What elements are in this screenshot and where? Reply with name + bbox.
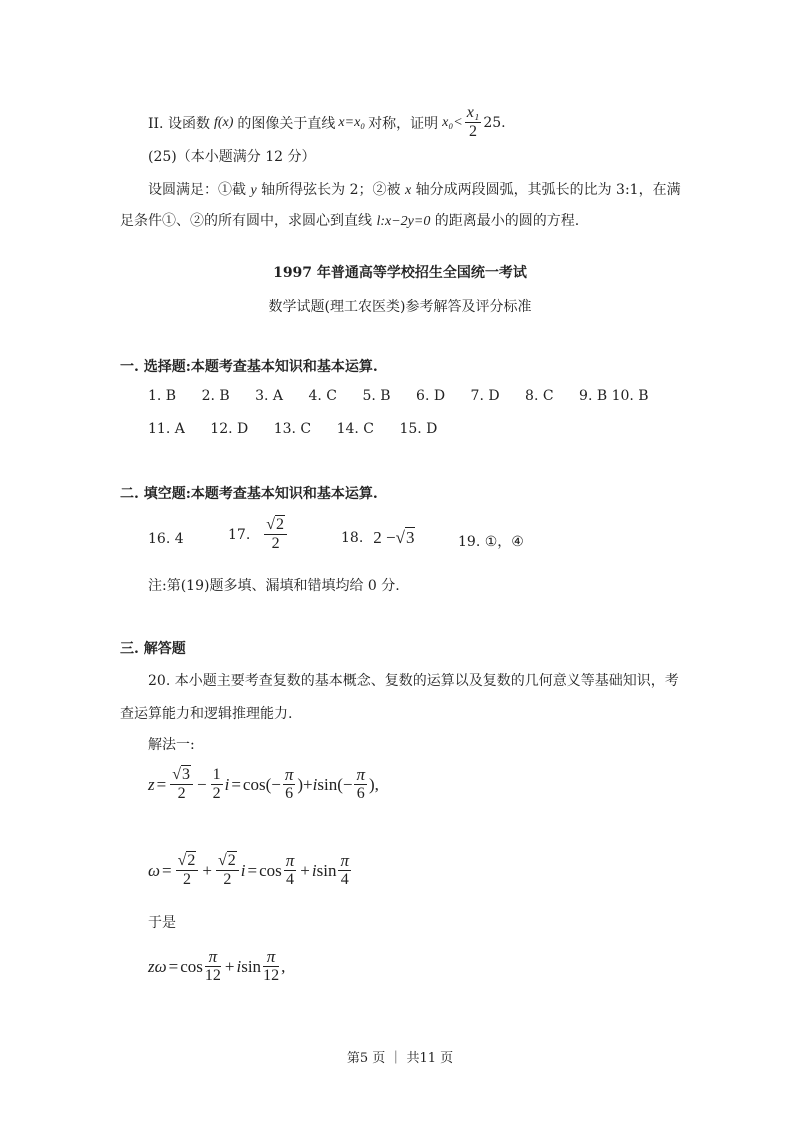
q25-l2-b: 的距离最小的圆的方程.	[434, 213, 580, 229]
part-ii-mid2: 对称，证明	[368, 115, 439, 132]
eq3-i: i	[236, 956, 242, 976]
q25-l1-y: y	[250, 183, 257, 198]
eq2-i2: i	[311, 860, 317, 880]
answer-17-fraction	[264, 516, 287, 553]
answer-4: 4. C	[308, 388, 338, 404]
answer-18	[341, 528, 415, 548]
eq2-plus-2: +	[300, 860, 310, 880]
q25-l1-b: 轴所得弦长为 2；②被	[261, 182, 401, 198]
q25-l2-eq: :x−2y=0	[380, 214, 431, 229]
q25-l2-l: l	[376, 214, 381, 229]
eq1-i2: i	[312, 774, 318, 794]
page-footer: 第5 页 ｜ 共11 页	[346, 1051, 454, 1066]
eq2-frac-pi4-b	[338, 852, 351, 889]
answer-18-sqrt: √3	[395, 528, 415, 547]
answer-11: 11. A	[148, 421, 185, 437]
eq2-cos: cos	[259, 860, 282, 880]
q25-l1-a: 设圆满足：①截	[148, 182, 246, 198]
answer-13: 13. C	[273, 421, 312, 437]
answer-6: 6. D	[416, 388, 446, 404]
q25-l2-a: 足条件①、②的所有圆中，求圆心到直线	[120, 213, 372, 229]
eq1-f3-den: 6	[285, 785, 294, 802]
part-ii-x0: x₀<	[442, 114, 463, 130]
answer-19: 19. ①，④	[458, 534, 524, 550]
eq3-plus: +	[224, 956, 235, 976]
part-ii-func: f(x)	[213, 114, 234, 130]
eq2-f3-den: 4	[286, 871, 295, 888]
answer-18-label: 18.	[341, 530, 364, 546]
answer-17	[228, 516, 289, 553]
eq1-f1-den: 2	[177, 785, 186, 802]
part-ii-fraction	[465, 104, 482, 141]
eq2-equals-2: =	[247, 860, 258, 880]
eq1-minus: −	[197, 774, 207, 794]
eq1-cos: cos(−	[242, 774, 281, 794]
eq1-f3-num: π	[284, 765, 294, 784]
eq1-frac-pi6-b	[354, 766, 367, 803]
answer-17-num	[264, 516, 287, 535]
section2-heading: 二. 填空题:本题考查基本知识和基本运算.	[120, 486, 378, 502]
eq3-equals: =	[168, 956, 179, 976]
eq3-lhs: zω	[148, 956, 167, 976]
section2-note: 注:第(19)题多填、漏填和错填均给 0 分.	[148, 578, 400, 594]
equation-z	[148, 766, 379, 803]
eq1-frac-half	[211, 766, 223, 803]
answer-9-10: 9. B 10. B	[579, 388, 649, 404]
part-ii-tail: 25.	[483, 114, 506, 131]
eq2-frac-a	[176, 852, 199, 889]
eq1-equals-2: =	[231, 774, 241, 794]
part-ii-frac-den: 2	[469, 123, 478, 140]
eq2-plus: +	[202, 860, 212, 880]
q20-line-1: 20. 本小题主要考查复数的基本概念、复数的运算以及复数的几何意义等基础知识，考	[148, 673, 679, 689]
q20-line-2: 查运算能力和逻辑推理能力.	[120, 706, 293, 722]
answer-7: 7. D	[470, 388, 500, 404]
eq2-f2-den: 2	[223, 871, 232, 888]
answer-8: 8. C	[525, 388, 554, 404]
eq3-f2-den: 12	[263, 967, 280, 984]
section1-row1	[148, 388, 649, 404]
answer-15: 15. D	[399, 421, 438, 437]
eq1-end: ),	[368, 774, 379, 794]
eq3-frac-pi12-a	[205, 948, 221, 985]
part-ii-mid: 的图像关于直线	[237, 115, 336, 132]
method-1-label: 解法一:	[148, 737, 195, 753]
eq3-end: ,	[281, 956, 286, 976]
part-ii-prefix: II. 设函数	[148, 115, 210, 132]
eq2-f4-den: 4	[340, 871, 349, 888]
eq2-f4-num: π	[340, 851, 349, 870]
q25-l1-x: x	[404, 183, 412, 198]
answer-1: 1. B	[148, 388, 177, 404]
part-ii-line	[148, 104, 506, 141]
eq1-sin: sin(−	[317, 774, 353, 794]
eq2-sin: sin	[316, 860, 337, 880]
eq2-i: i	[240, 860, 246, 880]
eq1-lhs: z	[148, 774, 155, 794]
answer-14: 14. C	[336, 421, 375, 437]
answer-3: 3. A	[255, 388, 284, 404]
sqrt-sign: √2	[177, 852, 196, 869]
therefore-label: 于是	[148, 915, 176, 931]
eq1-f2-den: 2	[212, 785, 221, 802]
eq3-f1-num: π	[205, 948, 221, 967]
equation-z-omega	[148, 948, 285, 985]
eq3-frac-pi12-b	[263, 948, 279, 985]
answer-17-den: 2	[271, 535, 280, 552]
eq3-f1-den: 12	[204, 967, 221, 984]
answer-18-value: 2 −	[373, 528, 396, 547]
eq2-frac-b	[216, 852, 239, 889]
eq2-f1-den: 2	[183, 871, 191, 888]
doc-subtitle: 数学试题(理工农医类)参考解答及评分标准	[268, 299, 532, 315]
eq1-frac-pi6-a	[283, 766, 296, 803]
part-ii-line-eq: x=x₀	[338, 114, 366, 130]
sqrt-sign: √3	[172, 766, 190, 783]
eq2-frac-pi4-a	[284, 852, 297, 889]
q25-header: (25)（本小题满分 12 分）	[148, 149, 316, 165]
answer-5: 5. B	[362, 388, 391, 404]
eq1-mid: )+	[297, 774, 313, 794]
equation-omega	[148, 852, 353, 889]
answer-12: 12. D	[210, 421, 249, 437]
q25-line-1	[148, 179, 681, 199]
sqrt-sign: √2	[266, 516, 285, 533]
section1-row2	[148, 421, 458, 437]
eq1-i: i	[224, 774, 230, 794]
q25-l1-c: 轴分成两段圆弧，其弧长的比为 3:1，在满	[415, 182, 681, 198]
eq1-f2-num: 1	[212, 766, 221, 783]
eq3-f2-num: π	[263, 948, 279, 967]
eq1-f4-den: 6	[356, 785, 365, 802]
doc-title: 1997 年普通高等学校招生全国统一考试	[273, 265, 527, 281]
eq3-cos: cos	[180, 956, 203, 976]
answer-2: 2. B	[201, 388, 230, 404]
section1-heading: 一. 选择题:本题考查基本知识和基本运算.	[120, 359, 378, 375]
answer-17-label: 17.	[228, 526, 251, 543]
eq1-frac-sqrt3	[170, 766, 193, 803]
eq2-equals: =	[162, 860, 172, 880]
eq2-f3-num: π	[285, 851, 295, 870]
eq1-f4-num: π	[356, 765, 365, 784]
sqrt-sign: √2	[217, 852, 236, 869]
part-ii-frac-num: x₁	[466, 104, 480, 121]
answer-16: 16. 4	[148, 531, 184, 547]
section3-heading: 三. 解答题	[120, 641, 186, 657]
eq2-lhs: ω	[148, 860, 161, 880]
eq3-sin: sin	[241, 956, 262, 976]
eq1-equals: =	[156, 774, 167, 794]
q25-line-2	[120, 210, 579, 230]
